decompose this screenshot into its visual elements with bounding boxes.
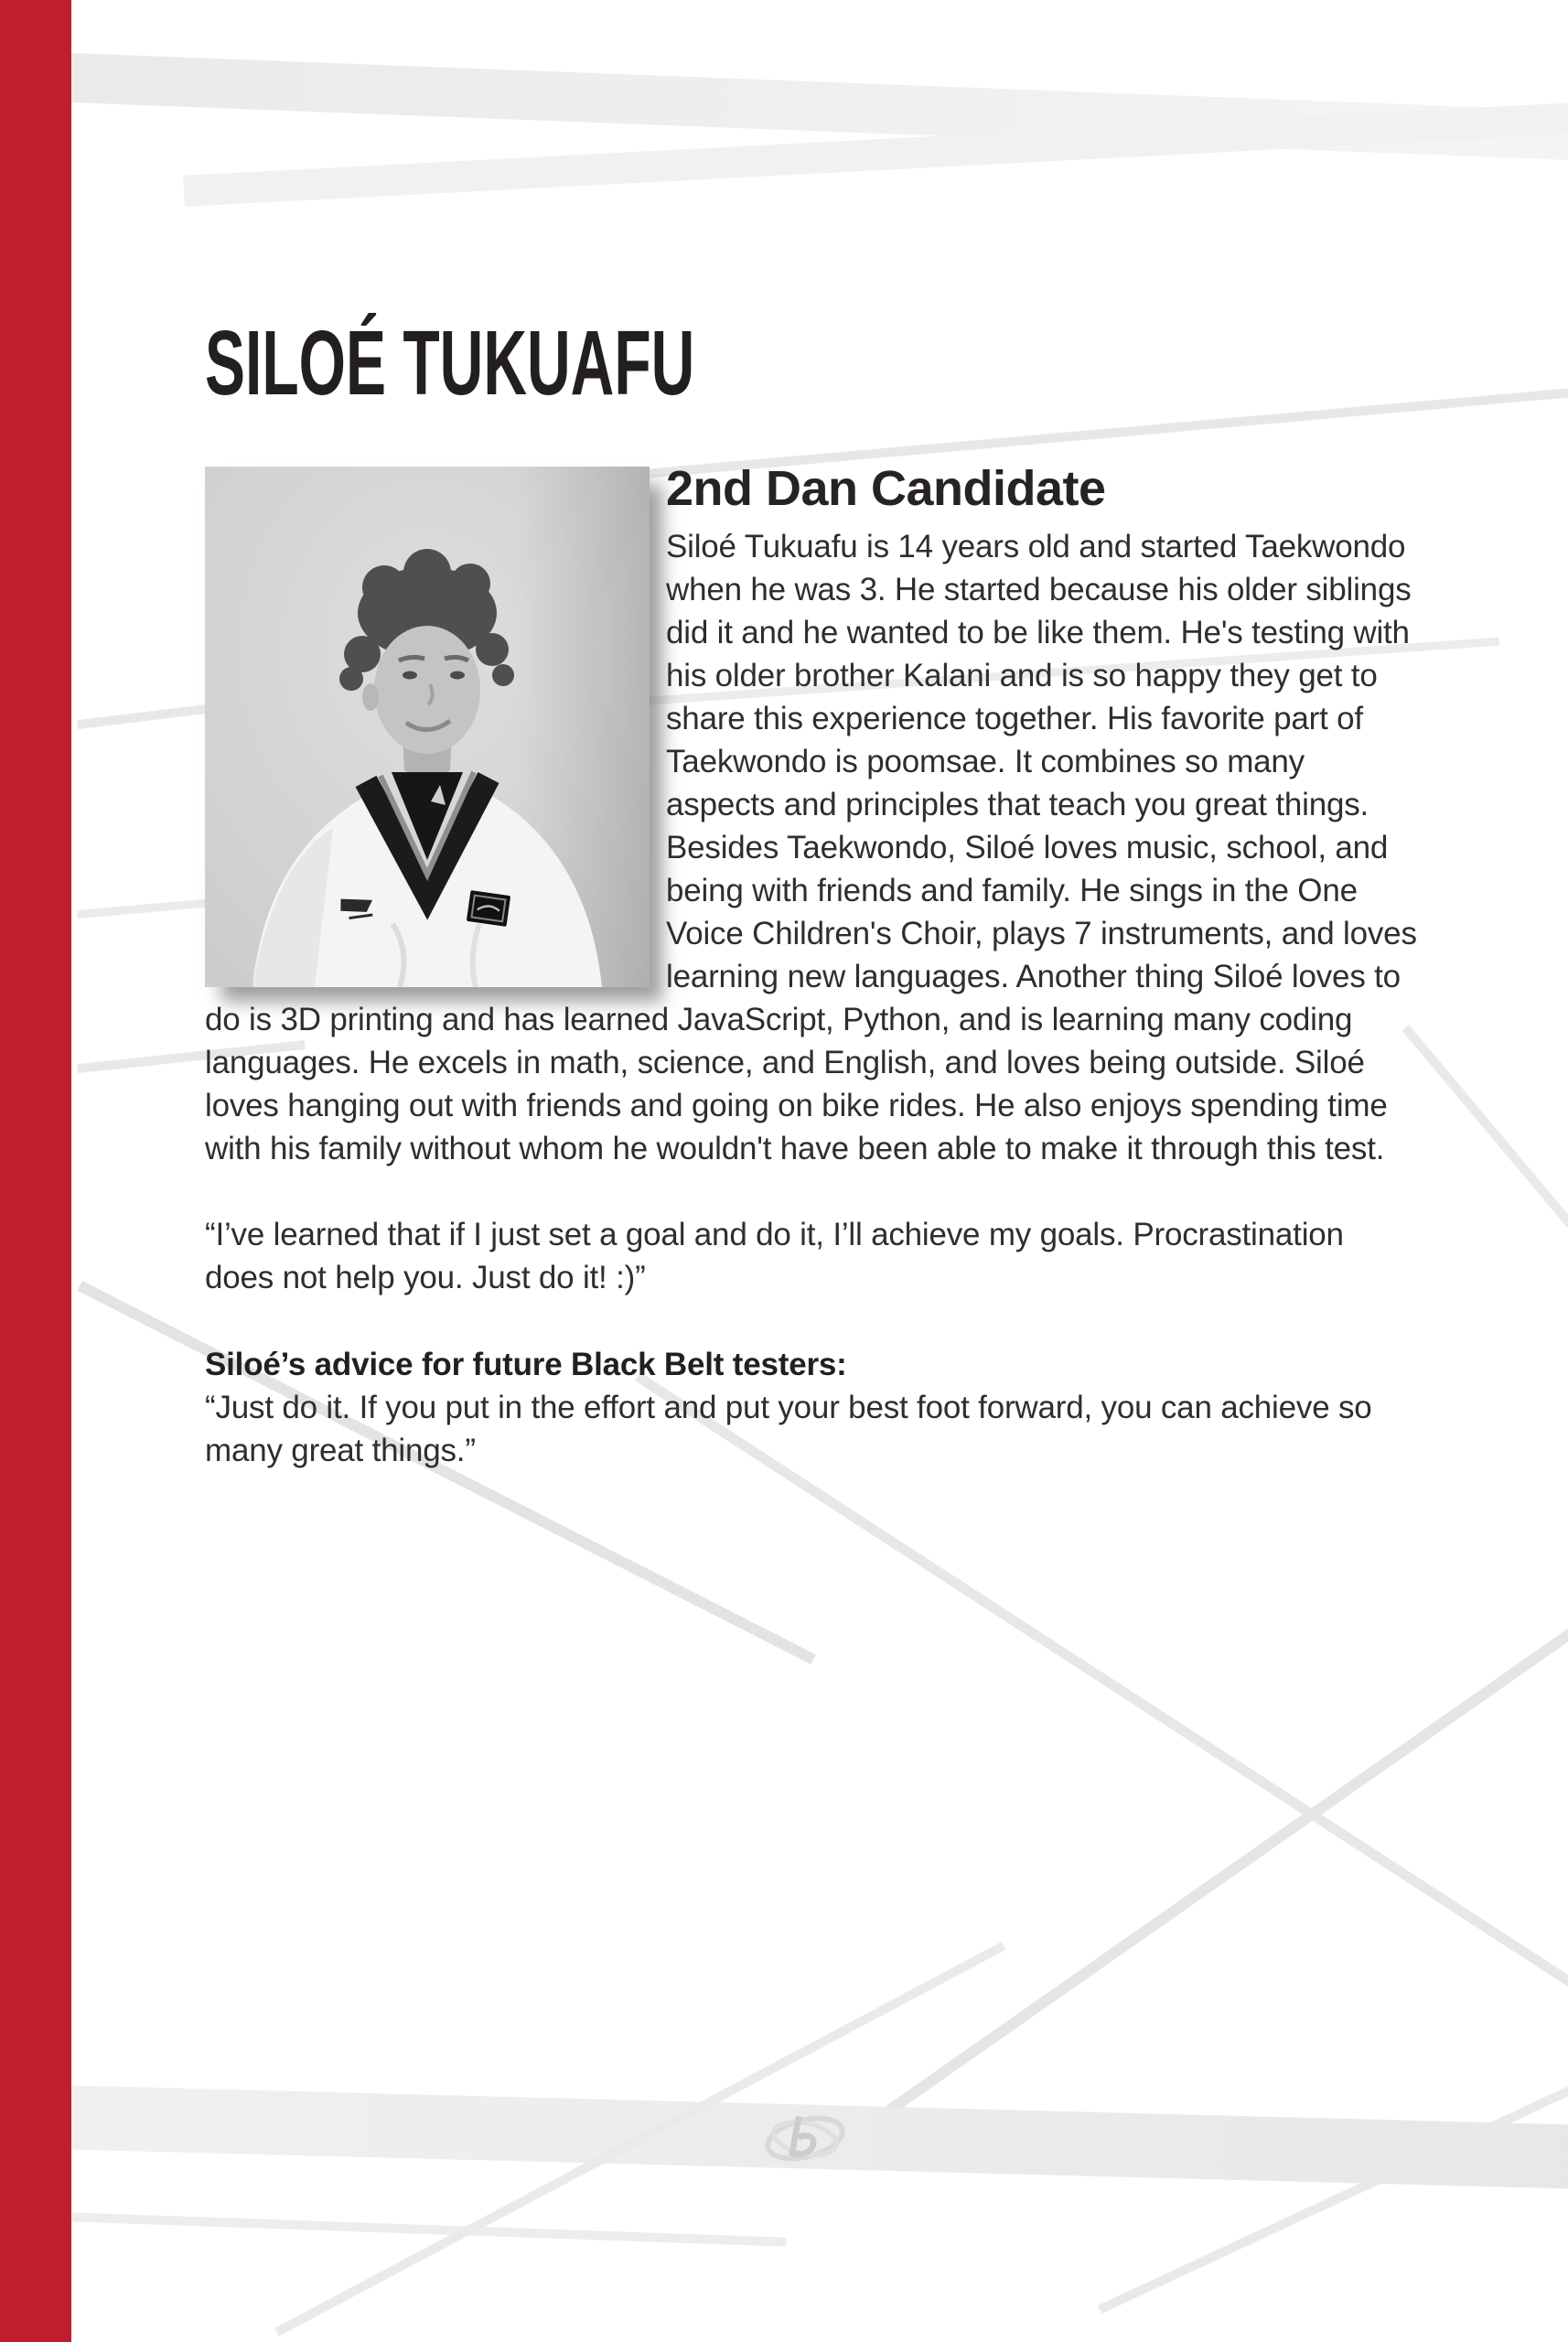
advice-heading: Siloé’s advice for future Black Belt testers: <box>205 1347 847 1383</box>
candidate-rank-heading: 2nd Dan Candidate <box>666 461 1106 516</box>
portrait-illustration <box>205 467 650 987</box>
swoosh-line <box>1402 1025 1568 1380</box>
candidate-profile-section <box>205 461 1420 1472</box>
red-accent-bar <box>0 0 71 2342</box>
candidate-quote: “I’ve learned that if I just set a goal and do it, I’ll achieve my goals. Procrastination does not help you. Just do it! :)” <box>205 1217 1344 1296</box>
swoosh-line <box>823 1520 1568 2159</box>
page-title: SILOÉ TUKUAFU <box>205 312 695 414</box>
dragon-b-logo-icon <box>759 2104 851 2177</box>
page-content <box>205 0 1420 1472</box>
bio-paragraph: Siloé Tukuafu is 14 years old and started Taekwondo when he was 3. He started because his older siblings did it and he wanted to be like them. He's testing with his older brother Kalani and is so happy they get to share this experience together. His favorite part of Taekwondo is poomsae. It combines so many aspects and principles that teach you great things. Besides Taekwondo, Siloé loves music, school, and being with friends and family. He sings in the One Voice Children's Choir, plays 7 instruments, and loves learning new languages. Another thing Siloé loves to do is 3D printing and has learned JavaScript, Python, and is learning many coding languages. He excels in math, science, and English, and loves being outside. Siloé loves hanging out with friends and going on bike rides. He also enjoys spending time with his family without whom he wouldn't have been able to make it through this test. <box>205 529 1417 1167</box>
swoosh-line <box>0 2208 787 2246</box>
candidate-photo <box>205 467 650 987</box>
advice-quote: “Just do it. If you put in the effort and put your best foot forward, you can achieve so many great things.” <box>205 1390 1372 1469</box>
